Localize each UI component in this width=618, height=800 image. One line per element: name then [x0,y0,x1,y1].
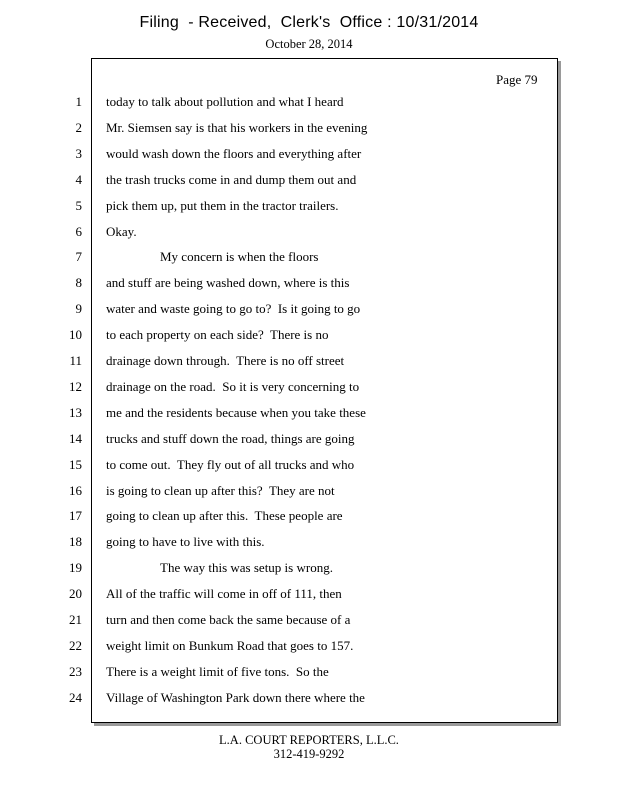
line-number: 15 [69,457,82,472]
line-number: 23 [69,664,82,679]
transcript-line [0,120,618,136]
line-text: There is a weight limit of five tons. So the [106,664,329,679]
transcript-line [0,94,618,110]
transcript-line [0,508,618,524]
line-text: trucks and stuff down the road, things are going [106,431,355,446]
reporter-footer [0,733,618,761]
line-number: 11 [69,353,82,368]
transcript-line [0,638,618,654]
line-text: All of the traffic will come in off of 111, then [106,586,342,601]
transcript-line [0,249,618,265]
line-number: 10 [69,327,82,342]
transcript-line [0,690,618,706]
transcript-line [0,224,618,240]
reporter-phone: 312-419-9292 [273,747,345,761]
line-text: the trash trucks come in and dump them out and [106,172,357,187]
line-number: 20 [69,586,82,601]
transcript-line [0,275,618,291]
transcript-line [0,379,618,395]
hearing-date: October 28, 2014 [265,37,353,51]
line-number: 13 [69,405,82,420]
line-text: The way this was setup is wrong. [160,560,333,575]
line-text: turn and then come back the same because of a [106,612,351,627]
line-number: 17 [69,508,82,523]
transcript-line [0,146,618,162]
transcript-line [0,327,618,343]
line-number: 9 [75,301,82,316]
transcript-line [0,172,618,188]
line-text: to each property on each side? There is no [106,327,329,342]
filing-stamp-label: Filing - Received, Clerk's Office [139,14,383,31]
line-text: would wash down the floors and everything after [106,146,362,161]
line-text: Okay. [106,224,137,239]
line-number: 8 [75,275,82,290]
line-number: 18 [69,534,82,549]
transcript-line [0,612,618,628]
transcript-line [0,431,618,447]
transcript-line [0,586,618,602]
line-number: 5 [75,198,82,213]
line-text: pick them up, put them in the tractor trailers. [106,198,339,213]
line-text: drainage on the road. So it is very concerning to [106,379,360,394]
transcript-line [0,534,618,550]
transcript-line [0,198,618,214]
line-number: 14 [69,431,82,446]
line-text: Village of Washington Park down there where the [106,690,365,705]
filing-stamp-date: 10/31/2014 [396,14,479,31]
line-number: 19 [69,560,82,575]
line-text: and stuff are being washed down, where is this [106,275,350,290]
transcript-line [0,457,618,473]
transcript-line [0,301,618,317]
transcript-line [0,353,618,369]
line-text: Mr. Siemsen say is that his workers in the evening [106,120,368,135]
filing-stamp-separator: : [387,14,392,31]
line-number: 3 [75,146,82,161]
reporter-company: L.A. COURT REPORTERS, L.L.C. [219,733,399,747]
line-text: me and the residents because when you take these [106,405,366,420]
line-number: 4 [75,172,82,187]
line-number: 22 [69,638,82,653]
line-number: 16 [69,483,82,498]
line-text: going to have to live with this. [106,534,265,549]
transcript-line [0,483,618,499]
line-text: going to clean up after this. These people are [106,508,343,523]
transcript-line [0,664,618,680]
line-number: 24 [69,690,82,705]
line-text: water and waste going to go to? Is it going to go [106,301,361,316]
line-text: drainage down through. There is no off street [106,353,345,368]
line-text: weight limit on Bunkum Road that goes to 157. [106,638,354,653]
line-text: is going to clean up after this? They are not [106,483,335,498]
line-text: My concern is when the floors [160,249,319,264]
line-number: 1 [75,94,82,109]
transcript-line [0,405,618,421]
line-text: to come out. They fly out of all trucks and who [106,457,355,472]
page-number: Page 79 [496,72,538,87]
transcript-line [0,560,618,576]
line-number: 2 [75,120,82,135]
line-number: 21 [69,612,82,627]
line-text: today to talk about pollution and what I heard [106,94,344,109]
line-number: 6 [75,224,82,239]
line-number: 7 [75,249,82,264]
line-number: 12 [69,379,82,394]
